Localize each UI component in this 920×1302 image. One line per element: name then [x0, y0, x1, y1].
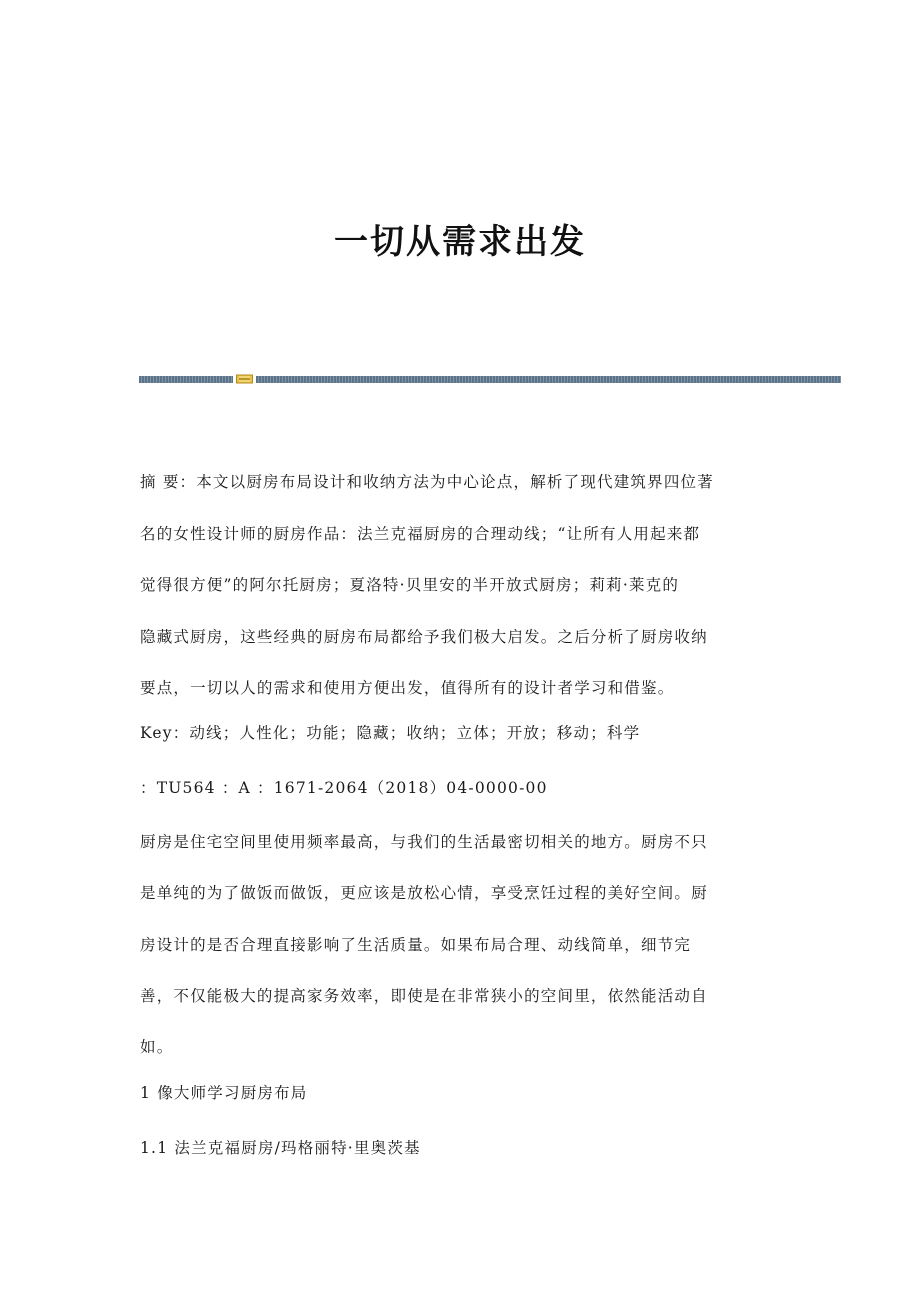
divider-bar-left	[139, 376, 233, 383]
classification-info: ：TU564 ：A ：1671-2064（2018）04-0000-00	[140, 779, 548, 797]
keywords: Key：动线；人性化；功能；隐藏；收纳；立体；开放；移动；科学	[140, 724, 641, 742]
subsection-heading: 1.1 法兰克福厨房/玛格丽特·里奥茨基	[140, 1139, 421, 1157]
paragraph-line: 房设计的是否合理直接影响了生活质量。如果布局合理、动线简单，细节完	[140, 935, 692, 954]
divider-ornament-icon	[236, 374, 253, 384]
paragraph-line: 厨房是住宅空间里使用频率最高，与我们的生活最密切相关的地方。厨房不只	[140, 833, 708, 851]
abstract-line: 名的女性设计师的厨房作品：法兰克福厨房的合理动线；“让所有人用起来都	[140, 524, 701, 543]
divider-bar-right	[256, 376, 841, 383]
intro-paragraph	[140, 830, 780, 1086]
title-divider	[139, 374, 841, 384]
abstract-line: 觉得很方便”的阿尔托厨房；夏洛特·贝里安的半开放式厨房；莉莉·莱克的	[140, 576, 680, 594]
paragraph-line: 是单纯的为了做饭而做饭，更应该是放松心情，享受烹饪过程的美好空间。厨	[140, 884, 708, 903]
abstract	[140, 470, 780, 728]
abstract-line: 摘 要：本文以厨房布局设计和收纳方法为中心论点，解析了现代建筑界四位著	[140, 473, 714, 491]
article-title: 一切从需求出发	[334, 222, 586, 262]
paragraph-line: 善，不仅能极大的提高家务效率，即使是在非常狭小的空间里，依然能活动自	[140, 986, 708, 1005]
section-heading: 1 像大师学习厨房布局	[140, 1084, 308, 1102]
paragraph-line: 如。	[140, 1038, 174, 1057]
abstract-line: 隐藏式厨房，这些经典的厨房布局都给予我们极大启发。之后分析了厨房收纳	[140, 627, 708, 646]
abstract-line: 要点，一切以人的需求和使用方便出发，值得所有的设计者学习和借鉴。	[140, 679, 675, 697]
